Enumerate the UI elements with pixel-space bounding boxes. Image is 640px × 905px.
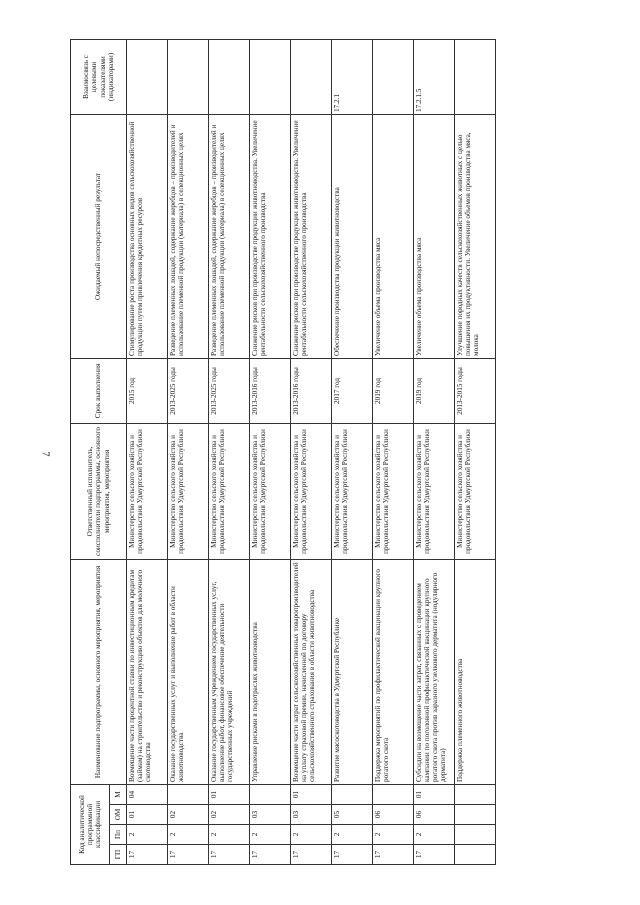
link-header: Взаимосвязь с целевыми показателями (индикаторами)	[71, 39, 127, 114]
link-cell	[455, 39, 496, 114]
m-cell	[168, 784, 209, 804]
table-row	[168, 39, 209, 864]
m-cell: 01	[291, 784, 332, 804]
om-header: ОМ	[110, 805, 127, 825]
table-row	[414, 39, 455, 864]
name-cell: Управление рисками в подотраслях животноводства	[250, 559, 291, 784]
gp-cell: 17	[332, 845, 373, 865]
term-cell: 2019 год	[414, 358, 455, 423]
table-row	[291, 39, 332, 864]
result-cell: Снижение рисков при производстве продукции животноводства. Увеличение рентабельности сельскохозяйственного производства	[250, 114, 291, 358]
result-cell: Разведение племенных лошадей, содержание жеребцов – производителей и использование племенной продукции (материала) в селекционных целях	[168, 114, 209, 358]
om-cell: 02	[168, 805, 209, 825]
name-cell: Возмещение части процентной ставки по инвестиционным кредитам (займам) на строительство и реконструкцию объектов для молочного скотоводства	[127, 559, 168, 784]
result-cell: Увеличение объема производства мяса	[414, 114, 455, 358]
m-cell: 01	[209, 784, 250, 804]
result-cell: Обеспечение производства продукции животноводства	[332, 114, 373, 358]
name-cell: Оказание государственных услуг и выполнение работ в области животноводства	[168, 559, 209, 784]
name-header: Наименование подпрограммы, основного мероприятия, мероприятия	[71, 559, 127, 784]
term-cell: 2017 год	[332, 358, 373, 423]
resp-cell: Министерство сельского хозяйства и продовольствия Удмуртской Республики	[414, 423, 455, 559]
om-cell: 02	[209, 805, 250, 825]
result-cell: Снижение рисков при производстве продукции животноводства. Увеличение рентабельности сельскохозяйственного производства	[291, 114, 332, 358]
term-cell: 2019 год	[373, 358, 414, 423]
m-cell: 04	[127, 784, 168, 804]
name-cell: Субсидии на возмещение части затрат, связанных с проведением кампании по поголовной профилактической вакцинации крупного рогатого скота против заразного узелкового дерматита (нодулярного дерматита)	[414, 559, 455, 784]
pp-header: Пп	[110, 825, 127, 845]
result-cell: Увеличение объема производства мяса	[373, 114, 414, 358]
result-cell: Разведение племенных лошадей, содержание жеребцов – производителей и использование племенной продукции (материала) в селекционных целях	[209, 114, 250, 358]
link-cell	[127, 39, 168, 114]
name-cell: Поддержка мероприятий по профилактической вакцинации крупного рогатого скота	[373, 559, 414, 784]
gp-cell: 17	[291, 845, 332, 865]
resp-cell: Министерство сельского хозяйства и продовольствия Удмуртской Республики	[250, 423, 291, 559]
resp-cell: Министерство сельского хозяйства и продовольствия Удмуртской Республики	[332, 423, 373, 559]
responsible-header: Ответственный исполнитель, соисполнители подпрограммы, основного мероприятия, мероприятия	[71, 423, 127, 559]
m-cell: 01	[414, 784, 455, 804]
link-cell	[291, 39, 332, 114]
gp-cell: 17	[209, 845, 250, 865]
om-cell: 03	[291, 805, 332, 825]
name-cell: Оказание государственным учреждением государственных услуг, выполнение работ, финансовое обеспечение деятельности государственных учреждений	[209, 559, 250, 784]
table-row	[455, 39, 496, 864]
link-cell	[209, 39, 250, 114]
resp-cell: Министерство сельского хозяйства и продовольствия Удмуртской Республики	[209, 423, 250, 559]
code-group-header: Код аналитической программной классификации	[71, 784, 110, 864]
om-cell: 06	[373, 805, 414, 825]
om-cell: 01	[127, 805, 168, 825]
gp-cell: 17	[373, 845, 414, 865]
gp-cell: 17	[168, 845, 209, 865]
table-row	[127, 39, 168, 864]
term-cell: 2013-2016 годы	[250, 358, 291, 423]
pp-cell	[455, 825, 496, 845]
pp-cell: 2	[291, 825, 332, 845]
gp-cell	[455, 845, 496, 865]
term-cell: 2013-2015 годы	[455, 358, 496, 423]
link-cell: 17.2.1.5	[414, 39, 455, 114]
pp-cell: 2	[127, 825, 168, 845]
om-cell: 03	[250, 805, 291, 825]
resp-cell: Министерство сельского хозяйства и продовольствия Удмуртской Республики	[373, 423, 414, 559]
term-cell: 2015 год	[127, 358, 168, 423]
link-cell	[373, 39, 414, 114]
pp-cell: 2	[373, 825, 414, 845]
rotated-table-wrapper	[70, 40, 615, 865]
link-cell	[250, 39, 291, 114]
resp-cell: Министерство сельского хозяйства и продовольствия Удмуртской Республики	[455, 423, 496, 559]
table-row	[209, 39, 250, 864]
name-cell: Поддержка племенного животноводства	[455, 559, 496, 784]
gp-header: ГП	[110, 845, 127, 865]
pp-cell: 2	[250, 825, 291, 845]
term-cell: 2013-2025 годы	[168, 358, 209, 423]
resp-cell: Министерство сельского хозяйства и продовольствия Удмуртской Республики	[168, 423, 209, 559]
link-cell	[168, 39, 209, 114]
pp-cell: 2	[414, 825, 455, 845]
table-row	[373, 39, 414, 864]
name-cell: Развитие мясоскотоводства в Удмуртской Республике	[332, 559, 373, 784]
name-cell: Возмещение части затрат сельскохозяйственных товаропроизводителей на уплату страховой премии, начисленной по договору сельскохозяйственного страхования в области животноводства	[291, 559, 332, 784]
term-cell: 2013-2016 годы	[291, 358, 332, 423]
term-header: Срок выполнения	[71, 358, 127, 423]
om-cell: 05	[332, 805, 373, 825]
result-header: Ожидаемый непосредственный результат	[71, 114, 127, 358]
result-cell: Стимулирование роста производства основных видов сельскохозяйственной продукции путем привлечения кредитных ресурсов	[127, 114, 168, 358]
table-row	[332, 39, 373, 864]
m-cell	[373, 784, 414, 804]
om-cell	[455, 805, 496, 825]
program-table	[70, 39, 496, 865]
m-header: М	[110, 784, 127, 804]
table-row	[250, 39, 291, 864]
link-cell: 17.2.1	[332, 39, 373, 114]
gp-cell: 17	[414, 845, 455, 865]
om-cell: 06	[414, 805, 455, 825]
term-cell: 2013-2025 годы	[209, 358, 250, 423]
m-cell	[455, 784, 496, 804]
m-cell	[250, 784, 291, 804]
result-cell: Улучшение породных качеств сельскохозяйственных животных с целью повышения их продуктивности. Увеличение объемов производства мяса, молока	[455, 114, 496, 358]
gp-cell: 17	[250, 845, 291, 865]
pp-cell: 2	[168, 825, 209, 845]
pp-cell: 2	[209, 825, 250, 845]
page-number: 7	[39, 451, 51, 457]
resp-cell: Министерство сельского хозяйства и продовольствия Удмуртской Республики	[291, 423, 332, 559]
gp-cell: 17	[127, 845, 168, 865]
pp-cell: 2	[332, 825, 373, 845]
resp-cell: Министерство сельского хозяйства и продовольствия Удмуртской Республики	[127, 423, 168, 559]
m-cell	[332, 784, 373, 804]
